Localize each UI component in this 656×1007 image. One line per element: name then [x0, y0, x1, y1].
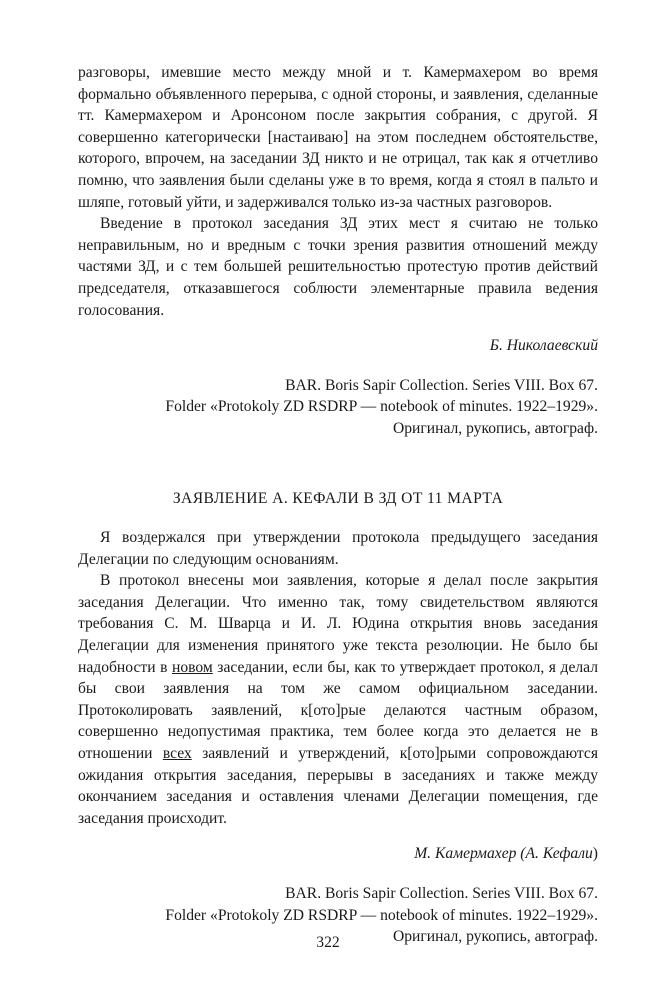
signature-nikolaevsky: Б. Николаевский: [489, 337, 598, 355]
source-line: Оригинал, рукопись, автограф.: [392, 419, 598, 437]
page-number: 322: [316, 934, 340, 951]
source-line: BAR. Boris Sapir Collection. Series VIII. Box 67.: [285, 376, 598, 394]
paragraph-statement: [78, 570, 598, 829]
source-line: Folder «Protokoly ZD RSDRP — notebook of minutes. 1922–1929».: [165, 906, 598, 924]
paragraph-continuation: разговоры, имевшие место между мной и т. Камермахером во время формально объявленного перерыва, с одной стороны, и заявления, сделанные тт. Камермахером и Аронсоном после закрытия собрания, с другой. Я совершенно категорически [настаиваю] на этом последнем обстоятельстве, которого, впрочем, на заседании ЗД никто и не отрицал, так как я отчетливо помню, что заявления были сделаны уже в то время, когда я стоял в пальто и шляпе, готовый уйти, и задерживался только из-за частных разговоров.: [78, 64, 598, 211]
signature-close-paren: ): [592, 845, 598, 863]
page-body: [78, 62, 598, 948]
underlined-word: всех: [162, 745, 192, 763]
signature-name: М. Камермахер (А. Кефали: [414, 845, 593, 863]
paragraph-introduction-protest: Введение в протокол заседания ЗД этих мест я считаю не только неправильным, но и вредным с точки зрения развития отношений между частями ЗД, и с тем большей решительностью протестую против действий председателя, отказавшегося соблюсти элементарные правила ведения голосования.: [78, 215, 598, 319]
source-line: Folder «Protokoly ZD RSDRP — notebook of minutes. 1922–1929».: [165, 398, 598, 416]
text-run: заседании, если бы, как то утверждает протокол, я делал бы свои заявления на том же самом официальном заседании. Протоколировать заявлений, к[ото]рые делаются частным образом, совершенно недопустимая практика, тем более когда это делается не в отношении: [78, 658, 598, 763]
underlined-word: новом: [171, 658, 213, 676]
text-run: заявлений и утверждений, к[ото]рыми сопровождаются ожидания открытия заседания, перерывы в заседаниях и также между окончанием заседания и оставления членами Делегации помещения, где заседания происходит.: [78, 745, 598, 827]
section-heading: ЗАЯВЛЕНИЕ А. КЕФАЛИ В ЗД ОТ 11 МАРТА: [172, 489, 504, 507]
source-note-1: [78, 375, 598, 440]
text-run: В протокол внесены мои заявления, которые я делал после закрытия заседания Делегации. Что именно так, тому свидетельством являются требования С. М. Шварца и И. Л. Юдина открытия вновь заседания Делегации для изменения принятого уже текста резолюции. Не было бы надобности в: [78, 572, 598, 676]
paragraph-abstained: Я воздержался при утверждении протокола предыдущего заседания Делегации по следующим основаниям.: [78, 529, 598, 568]
signature-kamermakher: [78, 843, 598, 865]
source-line: BAR. Boris Sapir Collection. Series VIII. Box 67.: [285, 885, 598, 902]
source-line: Оригинал, рукопись, автограф.: [392, 928, 598, 946]
